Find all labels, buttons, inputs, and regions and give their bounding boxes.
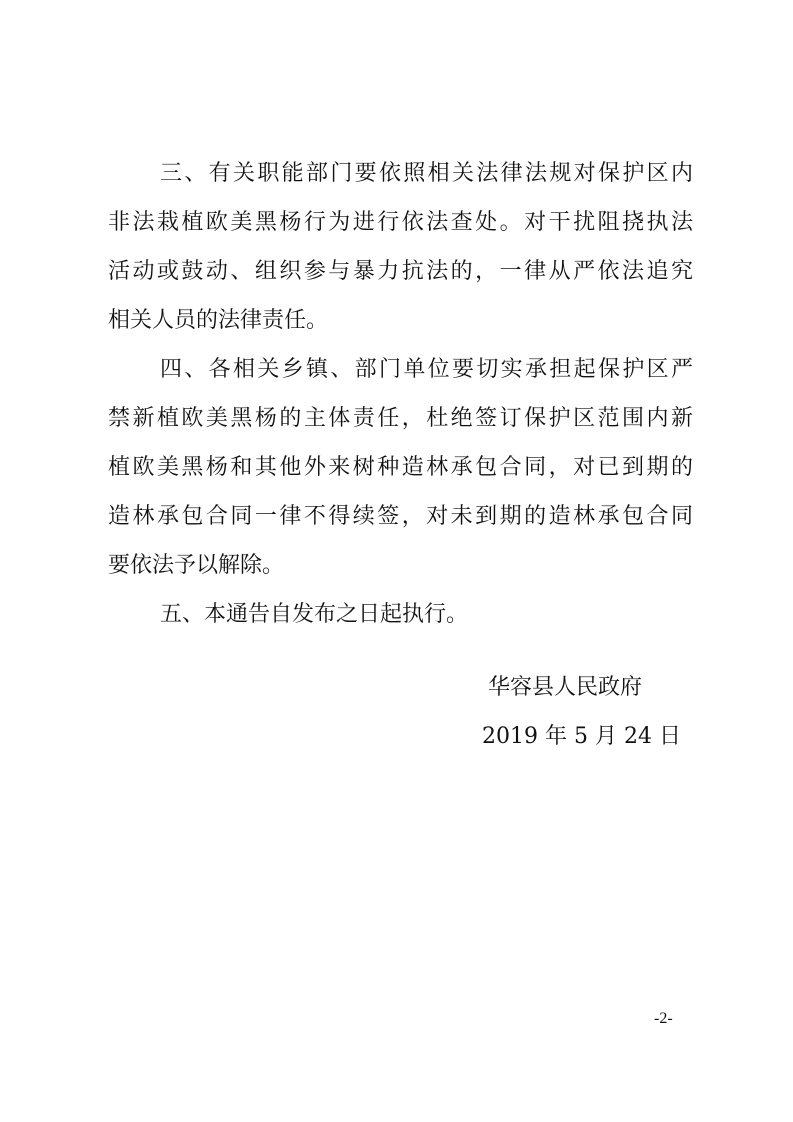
paragraph-line: 造林承包合同一律不得续签，对未到期的造林承包合同 <box>108 504 693 529</box>
paragraph-line: 三、有关职能部门要依照相关法律法规对保护区内 <box>160 161 693 186</box>
paragraph-line: 相关人员的法律责任。 <box>108 308 329 333</box>
paragraph-line: 四、各相关乡镇、部门单位要切实承担起保护区严 <box>160 357 693 382</box>
paragraph-line: 要依法予以解除。 <box>108 553 285 578</box>
paragraph-line: 五、本通告自发布之日起执行。 <box>160 602 469 627</box>
paragraph-line: 禁新植欧美黑杨的主体责任，杜绝签订保护区范围内新 <box>108 406 693 431</box>
issue-date: 2019 年 5 月 24 日 <box>482 724 681 749</box>
paragraph-line: 非法栽植欧美黑杨行为进行依法查处。对干扰阻挠执法 <box>108 210 693 235</box>
issuer-name: 华容县人民政府 <box>488 675 643 700</box>
paragraph-line: 活动或鼓动、组织参与暴力抗法的，一律从严依法追究 <box>108 259 693 284</box>
paragraph-line: 植欧美黑杨和其他外来树种造林承包合同，对已到期的 <box>108 455 693 480</box>
page-number: -2- <box>654 1010 673 1027</box>
